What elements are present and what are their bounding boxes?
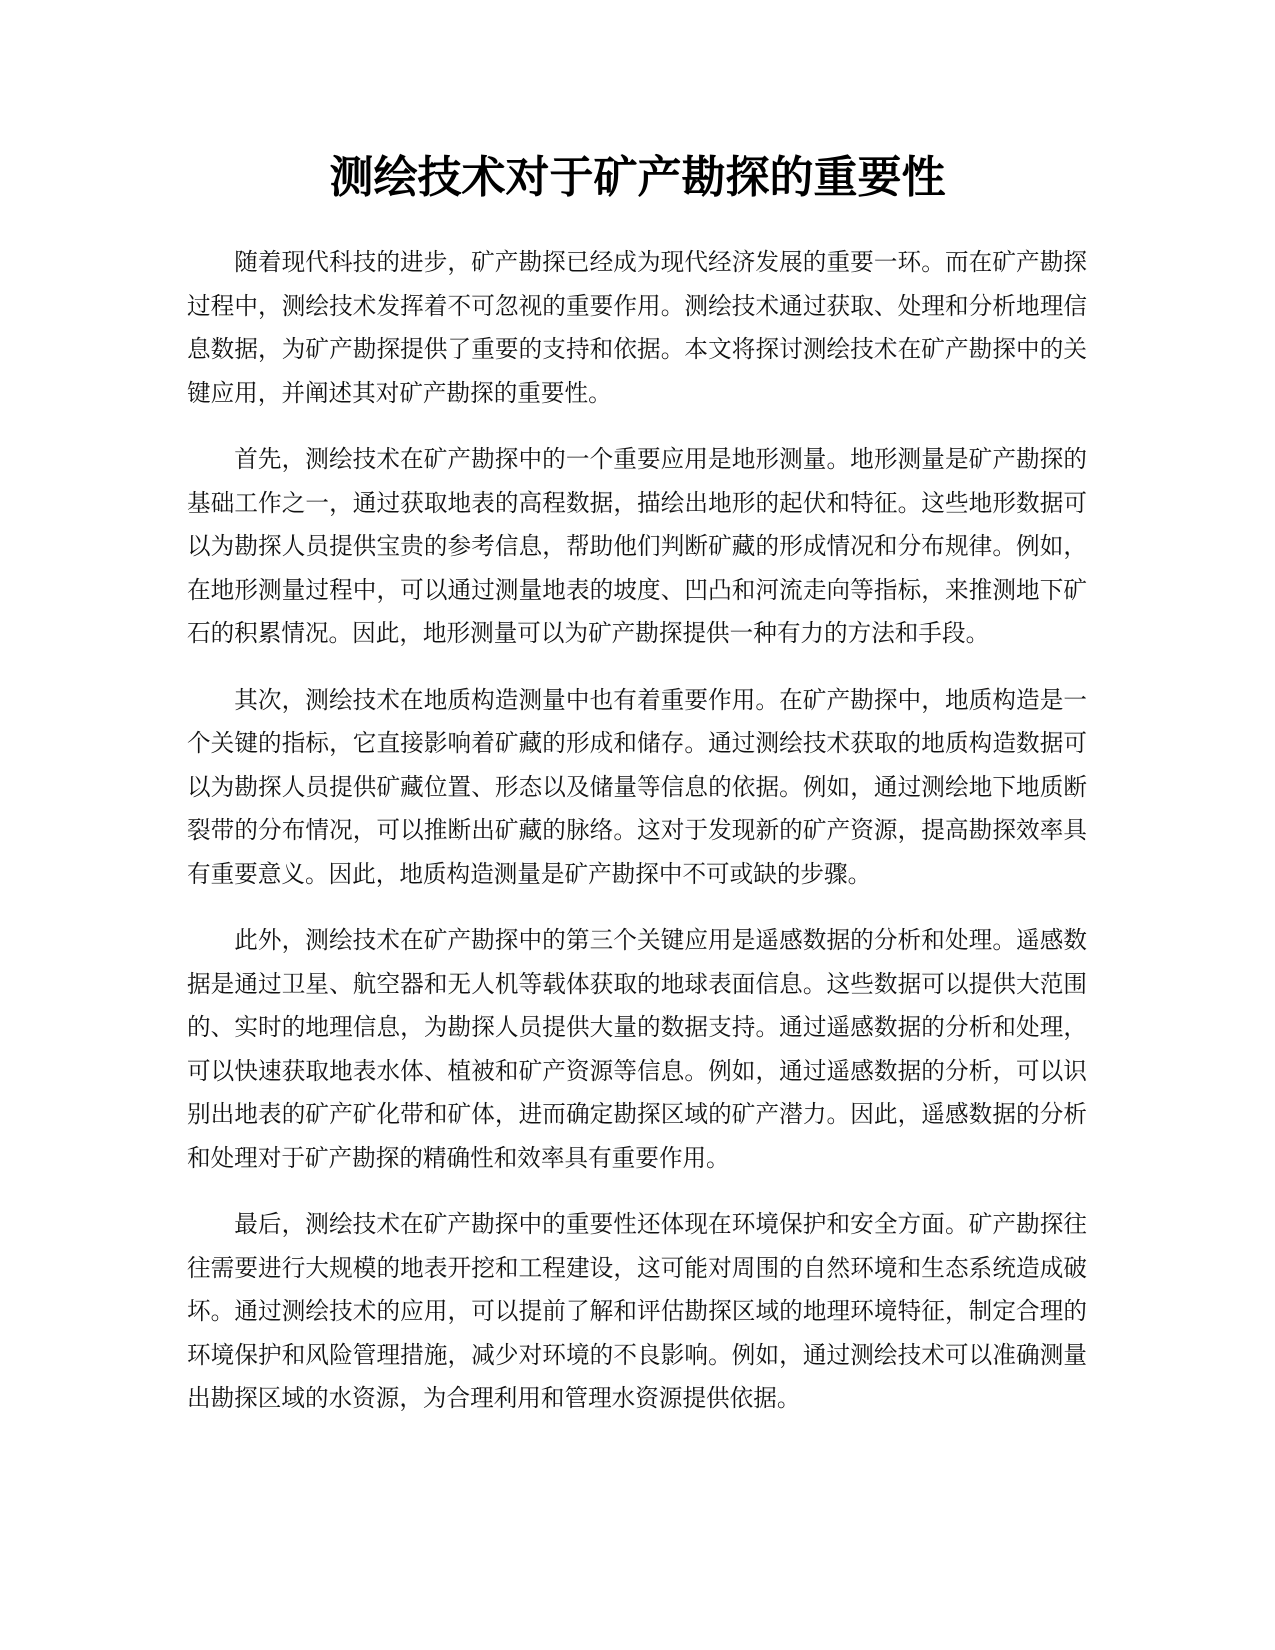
document-title: 测绘技术对于矿产勘探的重要性 xyxy=(329,152,946,203)
document-body xyxy=(187,241,1087,1444)
paragraph-intro: 随着现代科技的进步，矿产勘探已经成为现代经济发展的重要一环。而在矿产勘探过程中，测绘技术发挥着不可忽视的重要作用。测绘技术通过获取、处理和分析地理信息数据，为矿产勘探提供了重要的支持和依据。本文将探讨测绘技术在矿产勘探中的关键应用，并阐述其对矿产勘探的重要性。 xyxy=(187,248,1087,407)
paragraph-remote-sensing: 此外，测绘技术在矿产勘探中的第三个关键应用是遥感数据的分析和处理。遥感数据是通过卫星、航空器和无人机等载体获取的地球表面信息。这些数据可以提供大范围的、实时的地理信息，为勘探人员提供大量的数据支持。通过遥感数据的分析和处理，可以快速获取地表水体、植被和矿产资源等信息。例如，通过遥感数据的分析，可以识别出地表的矿产矿化带和矿体，进而确定勘探区域的矿产潜力。因此，遥感数据的分析和处理对于矿产勘探的精确性和效率具有重要作用。 xyxy=(187,926,1087,1172)
paragraph-terrain-survey: 首先，测绘技术在矿产勘探中的一个重要应用是地形测量。地形测量是矿产勘探的基础工作之一，通过获取地表的高程数据，描绘出地形的起伏和特征。这些地形数据可以为勘探人员提供宝贵的参考信息，帮助他们判断矿藏的形成情况和分布规律。例如，在地形测量过程中，可以通过测量地表的坡度、凹凸和河流走向等指标，来推测地下矿石的积累情况。因此，地形测量可以为矿产勘探提供一种有力的方法和手段。 xyxy=(187,445,1087,647)
paragraph-geologic-structure: 其次，测绘技术在地质构造测量中也有着重要作用。在矿产勘探中，地质构造是一个关键的指标，它直接影响着矿藏的形成和储存。通过测绘技术获取的地质构造数据可以为勘探人员提供矿藏位置、形态以及储量等信息的依据。例如，通过测绘地下地质断裂带的分布情况，可以推断出矿藏的脉络。这对于发现新的矿产资源，提高勘探效率具有重要意义。因此，地质构造测量是矿产勘探中不可或缺的步骤。 xyxy=(187,685,1087,888)
paragraph-environment-safety: 最后，测绘技术在矿产勘探中的重要性还体现在环境保护和安全方面。矿产勘探往往需要进行大规模的地表开挖和工程建设，这可能对周围的自然环境和生态系统造成破坏。通过测绘技术的应用，可以提前了解和评估勘探区域的地理环境特征，制定合理的环境保护和风险管理措施，减少对环境的不良影响。例如，通过测绘技术可以准确测量出勘探区域的水资源，为合理利用和管理水资源提供依据。 xyxy=(187,1210,1087,1412)
